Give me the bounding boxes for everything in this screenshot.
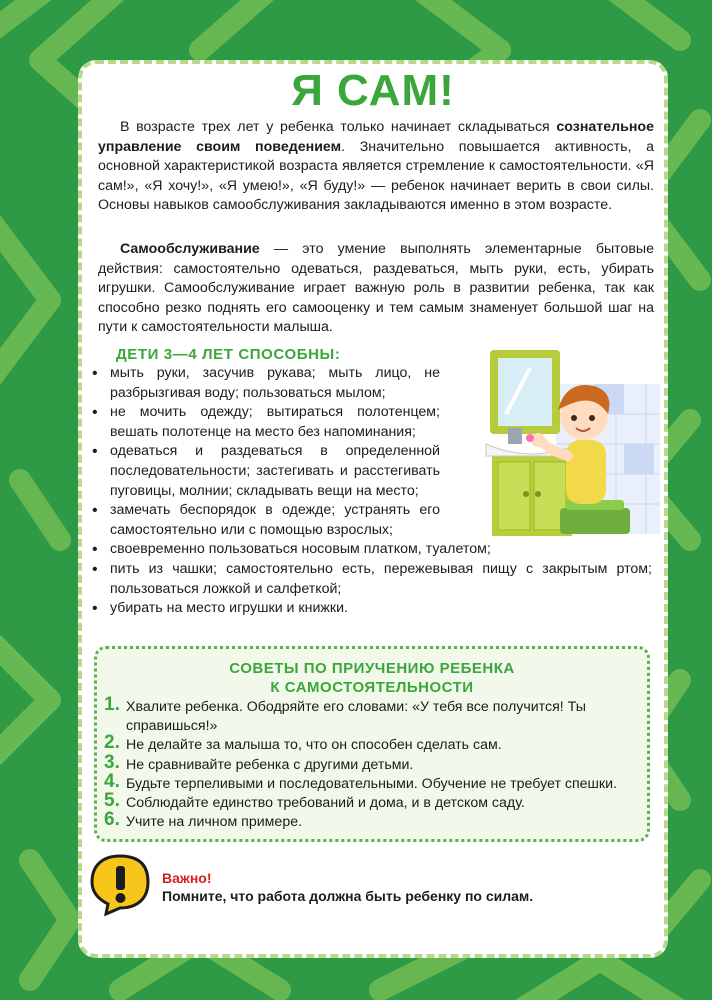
tip-item [104, 694, 644, 736]
tips-list [104, 694, 644, 832]
list-item: • убирать на место игрушки и книжки. [92, 599, 652, 619]
list-item: • своевременно пользоваться носовым платком, туалетом; [92, 540, 652, 560]
list-item: • не мочить одежду; вытираться полотенцем; вешать полотенце на место без напоминания; [92, 403, 440, 442]
tips-title-line-2: К САМОСТОЯТЕЛЬНОСТИ [270, 679, 474, 696]
tip-item [104, 809, 644, 832]
tip-text: Хвалите ребенка. Ободряйте его словами: «У тебя все получится! Ты справишься!» [126, 699, 586, 735]
warning-title: Важно! [162, 870, 212, 886]
tip-number: 2. [104, 732, 120, 754]
tips-title-line-1: СОВЕТЫ ПО ПРИУЧЕНИЮ РЕБЕНКА [229, 660, 515, 677]
tip-number: 6. [104, 809, 120, 831]
tip-text: Будьте терпеливыми и последовательными. Обучение не требует спешки. [126, 775, 618, 792]
tip-item [104, 732, 644, 755]
tip-number: 5. [104, 790, 120, 812]
abilities-list [92, 364, 652, 619]
tip-item [104, 790, 644, 813]
tip-text: Учите на личном примере. [126, 814, 303, 831]
tip-number: 3. [104, 751, 120, 773]
tip-number: 4. [104, 770, 120, 792]
warning-text: Помните, что работа должна быть ребенку по силам. [162, 888, 534, 904]
tip-item [104, 751, 644, 775]
intro-paragraph-1: В возрасте трех лет у ребенка только начинает складываться сознательное управление своим поведением. Значительно повышается активность, а основной характеристикой возраста является стремление к самостоятельности. «Я сам!», «Я хочу!», «Я умею!», «Я буду!» — ребенок начинает верить в свои силы. Основы навыков самообслуживания закладываются именно в этом возрасте. [98, 119, 654, 214]
abilities-heading: ДЕТИ 3—4 ЛЕТ СПОСОБНЫ: [116, 346, 341, 363]
tip-text: Не сравнивайте ребенка с другими детьми. [126, 756, 414, 773]
page-title: Я САМ! [291, 66, 455, 115]
list-item: • одеваться и раздеваться в определенной последовательности; застегивать и расстегивать пуговицы, молнии; складывать вещи на место; [92, 442, 440, 501]
warning-exclamation-icon [88, 852, 152, 916]
intro-paragraph-2: Самообслуживание — это умение выполнять элементарные бытовые действия: самостоятельно одеваться, раздеваться, мыть руки, есть, убирать игрушки. Самообслуживание играет важную роль в развитии ребенка, так как способно резко поднять его самооценку и тем самым знаменует большой шаг на пути к самостоятельности малыша. [98, 241, 654, 336]
tip-text: Соблюдайте единство требований и дома, и в детском саду. [126, 795, 525, 812]
list-item: • мыть руки, засучив рукава; мыть лицо, не разбрызгивая воду; пользоваться мылом; [92, 364, 440, 403]
list-item: • пить из чашки; самостоятельно есть, пережевывая пищу с закрытым ртом; пользоваться ложкой и салфеткой; [92, 560, 652, 599]
tip-text: Не делайте за малыша то, что он способен сделать сам. [126, 737, 502, 754]
tip-number: 1. [104, 694, 120, 715]
list-item: • замечать беспорядок в одежде; устранять его самостоятельно или с помощью взрослых; [92, 501, 440, 540]
tip-item [104, 770, 644, 794]
